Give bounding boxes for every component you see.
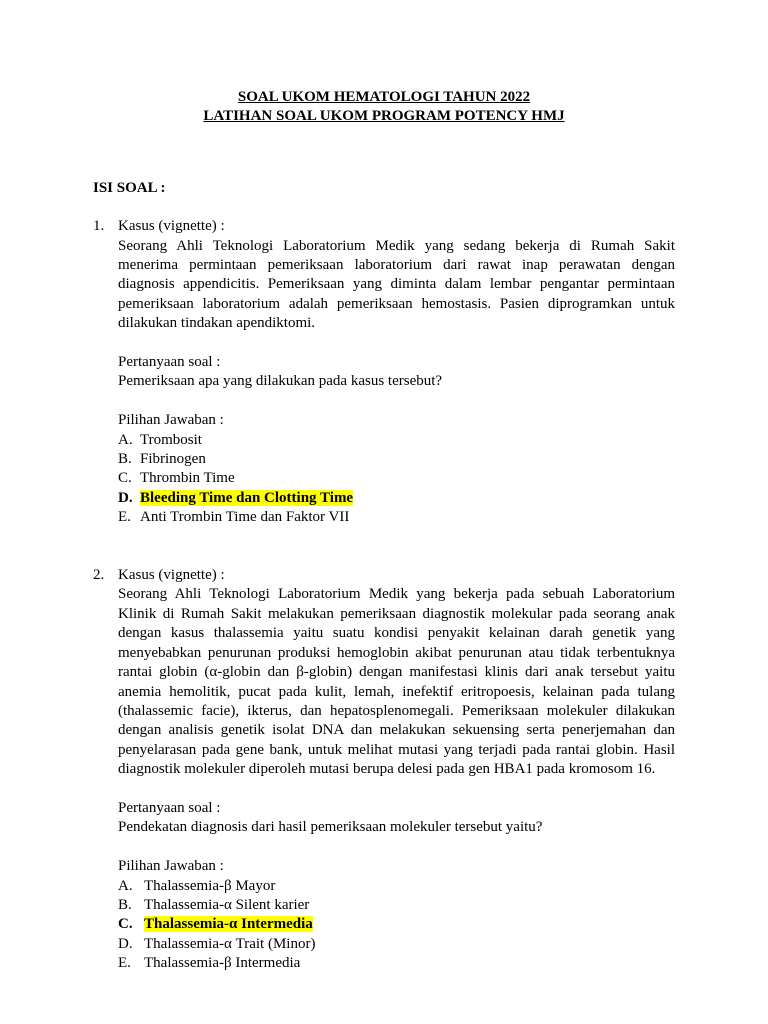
option-text: Thalassemia-β Mayor bbox=[144, 877, 276, 894]
option-letter: C. bbox=[118, 470, 132, 487]
option-c bbox=[118, 469, 675, 488]
question-text: Pemeriksaan apa yang dilakukan pada kasus tersebut? bbox=[118, 373, 443, 390]
option-letter: B. bbox=[118, 451, 132, 468]
option-e bbox=[118, 508, 675, 527]
case-text: Seorang Ahli Teknologi Laboratorium Medik yang sedang bekerja di Rumah Sakit menerima permintaan pemeriksaan laboratorium dari rawat inap perawatan dengan diagnosis appendicitis. Pemeriksaan yang diminta dalam lembar pengantar permintaan pemeriksaan laboratorium adalah pemeriksaan hemostasis. Pasien diprogramkan untuk dilakukan tindakan apendiktomi. bbox=[118, 237, 675, 332]
option-a bbox=[118, 877, 675, 896]
question-1 bbox=[93, 217, 675, 527]
case-label: Kasus (vignette) : bbox=[118, 218, 225, 235]
option-text: Anti Trombin Time dan Faktor VII bbox=[140, 509, 350, 526]
option-b bbox=[118, 450, 675, 469]
option-text: Fibrinogen bbox=[140, 451, 206, 468]
option-text: Thalassemia-α Trait (Minor) bbox=[144, 935, 316, 952]
document-title-line-2: LATIHAN SOAL UKOM PROGRAM POTENCY HMJ bbox=[203, 108, 565, 125]
option-b bbox=[118, 896, 675, 915]
section-label: ISI SOAL : bbox=[93, 179, 166, 196]
question-number: 1. bbox=[93, 218, 105, 235]
option-letter: D. bbox=[118, 489, 133, 506]
option-e bbox=[118, 954, 675, 973]
option-letter: E. bbox=[118, 509, 131, 526]
option-letter: E. bbox=[118, 955, 131, 972]
option-letter: A. bbox=[118, 431, 133, 448]
question-label: Pertanyaan soal : bbox=[118, 799, 221, 816]
option-d bbox=[118, 935, 675, 954]
document-title-line-1: SOAL UKOM HEMATOLOGI TAHUN 2022 bbox=[237, 89, 531, 105]
question-2 bbox=[93, 566, 675, 974]
option-letter: A. bbox=[118, 877, 133, 894]
option-d-correct-answer bbox=[118, 489, 675, 508]
option-a bbox=[118, 431, 675, 450]
options-label: Pilihan Jawaban : bbox=[118, 858, 224, 875]
question-label: Pertanyaan soal : bbox=[118, 354, 221, 371]
option-text: Thalassemia-α Intermedia bbox=[144, 916, 313, 933]
option-letter: D. bbox=[118, 935, 133, 952]
case-label: Kasus (vignette) : bbox=[118, 567, 225, 584]
option-letter: C. bbox=[118, 916, 133, 933]
document-page bbox=[93, 88, 675, 974]
option-letter: B. bbox=[118, 896, 132, 913]
option-text: Thrombin Time bbox=[140, 470, 235, 487]
option-text: Trombosit bbox=[140, 431, 202, 448]
case-text: Seorang Ahli Teknologi Laboratorium Medik yang bekerja pada sebuah Laboratorium Klinik di Rumah Sakit melakukan pemeriksaan diagnostik molekular pada seorang anak dengan kasus thalassemia yaitu suatu kondisi penyakit kelainan darah genetik yang menyebabkan penurunan produksi hemoglobin akibat penurunan atau tidak terbentuknya rantai globin (α-globin dan β-globin) dengan manifestasi klinis dari anak tersebut yaitu anemia hemolitik, pucat pada kulit, lemah, inefektif eritropoesis, kelainan pada tulang (thalassemic facie), ikterus, dan hepatosplenomegali. Pemeriksaan molekuler dilakukan dengan analisis genetik isolat DNA dan melakukan sekuensing serta penerjemahan dan penyelarasan pada gene bank, untuk melihat mutasi yang terjadi pada rantai globin. Hasil diagnostik molekuler diperoleh mutasi berupa delesi pada gen HBA1 pada kromosom 16. bbox=[118, 586, 675, 778]
option-text: Bleeding Time dan Clotting Time bbox=[140, 489, 354, 506]
option-text: Thalassemia-α Silent karier bbox=[144, 896, 310, 913]
question-text: Pendekatan diagnosis dari hasil pemeriksaan molekuler tersebut yaitu? bbox=[118, 819, 543, 836]
question-number: 2. bbox=[93, 567, 105, 584]
option-text: Thalassemia-β Intermedia bbox=[144, 955, 301, 972]
options-label: Pilihan Jawaban : bbox=[118, 412, 224, 429]
option-c-correct-answer bbox=[118, 915, 675, 934]
